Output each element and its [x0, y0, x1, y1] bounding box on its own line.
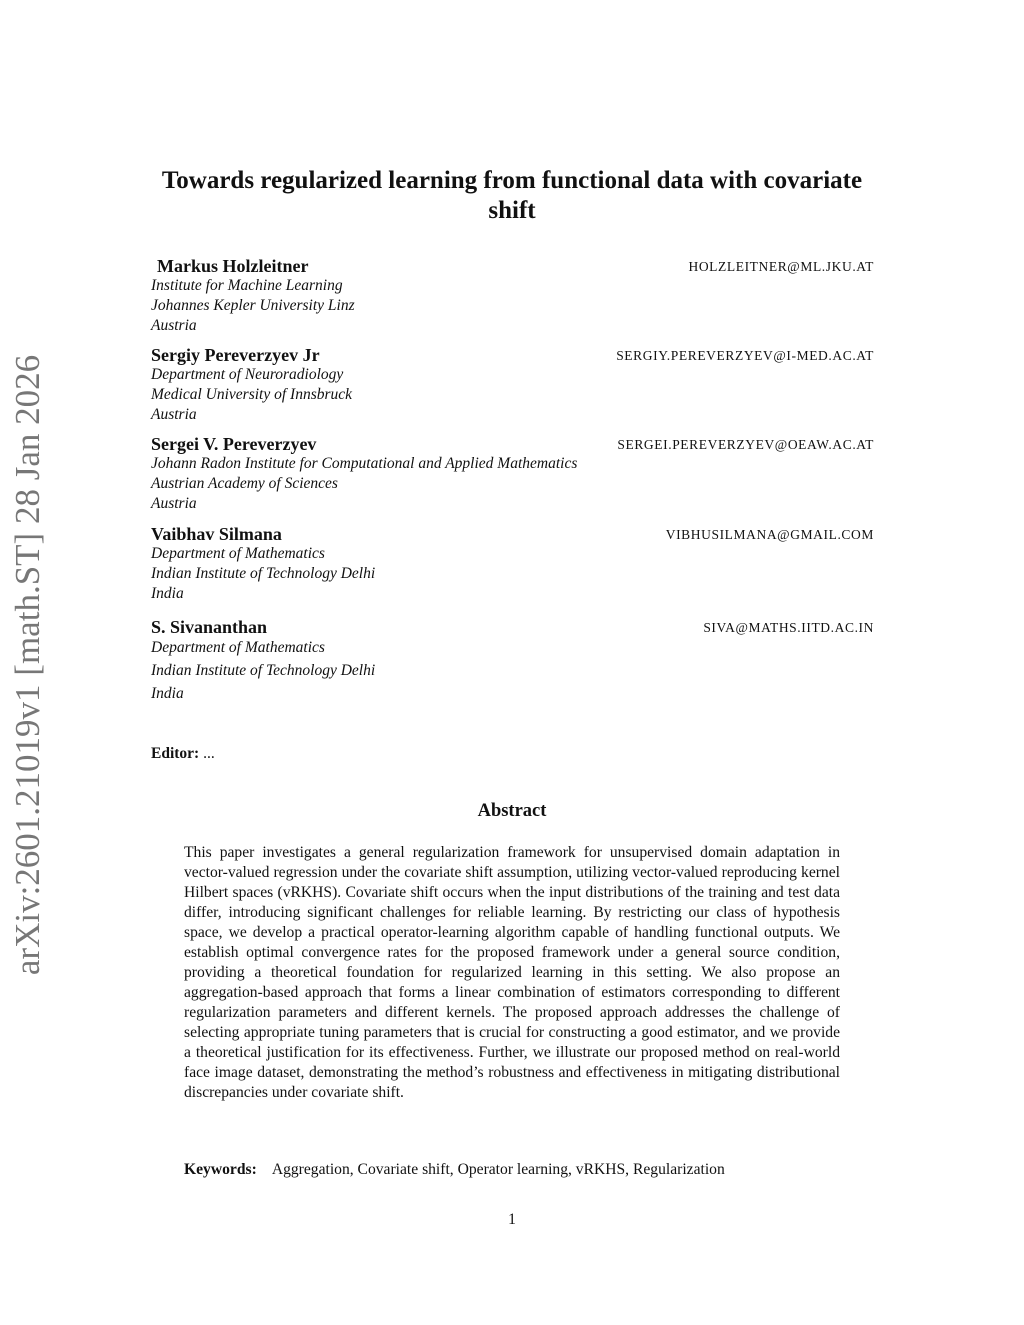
editor-value: ... [203, 745, 215, 762]
author-affiliation-line: Department of Mathematics [151, 639, 325, 656]
abstract-text: This paper investigates a general regularization framework for unsupervised domain adaptation in vector-valued regression under the covariate shift assumption, utilizing vector-valued reproducing kernel Hilbert spaces (vRKHS). Covariate shift occurs when the input distributions of the training and test data differ, introducing significant challenges for reliable learning. By restricting our class of hypothesis space, we develop a practical operator-learning algorithm capable of handling functional outputs. We establish optimal convergence rates for the proposed framework under a general source condition, providing a theoretical foundation for regularized learning in this setting. We also propose an aggregation-based approach that forms a linear combination of estimators corresponding to different regularization parameters and different kernels. The proposed approach addresses the challenge of selecting appropriate tuning parameters that is crucial for constructing a good estimator, and we provide a theoretical justification for its effectiveness. Further, we illustrate our proposed method on real-world face image dataset, demonstrating the method’s robustness and effectiveness in mitigating distributional discrepancies under covariate shift. [184, 844, 840, 1101]
keywords-line [184, 1160, 840, 1180]
author-affiliation-line: Austrian Academy of Sciences [151, 475, 338, 492]
author-affiliation-line: Austria [151, 317, 197, 334]
author-affiliation-line: Johann Radon Institute for Computational and Applied Mathematics [151, 455, 578, 472]
author-email: VIBHUSILMANA@GMAIL.COM [665, 527, 874, 542]
abstract-heading: Abstract [477, 801, 547, 821]
author-affiliation-line: Department of Neuroradiology [151, 366, 344, 383]
author-name: Sergiy Pereverzyev Jr [151, 345, 320, 365]
author-affiliation-line: Institute for Machine Learning [151, 277, 343, 294]
author-affiliation-line: Department of Mathematics [151, 545, 325, 562]
author-name: Markus Holzleitner [157, 256, 309, 276]
author-affiliation-line: Johannes Kepler University Linz [151, 297, 355, 314]
paper-title: Towards regularized learning from functional data with covariate shift [161, 167, 863, 224]
author-affiliation-line: India [151, 685, 184, 702]
author-affiliation-line: Indian Institute of Technology Delhi [151, 565, 376, 582]
author-block [151, 524, 874, 604]
author-email: SERGIY.PEREVERZYEV@I-MED.AC.AT [616, 348, 874, 363]
author-block [151, 256, 874, 336]
author-affiliation-line: India [151, 585, 184, 602]
author-block [151, 345, 874, 425]
author-affiliation-line: Austria [151, 406, 197, 423]
author-block [151, 617, 874, 705]
author-block [151, 434, 874, 514]
author-affiliation-line: Indian Institute of Technology Delhi [151, 662, 376, 679]
author-email: SIVA@MATHS.IITD.AC.IN [703, 620, 874, 635]
author-name: S. Sivananthan [151, 617, 268, 637]
author-email: SERGEI.PEREVERZYEV@OEAW.AC.AT [617, 437, 874, 452]
keywords-value: Aggregation, Covariate shift, Operator learning, vRKHS, Regularization [271, 1161, 725, 1178]
keywords-label: Keywords: [184, 1161, 257, 1178]
page-number: 1 [508, 1211, 516, 1228]
author-name: Vaibhav Silmana [151, 524, 282, 544]
author-affiliation-line: Medical University of Innsbruck [151, 386, 353, 403]
author-email: HOLZLEITNER@ML.JKU.AT [688, 259, 874, 274]
arxiv-identifier-stamp: arXiv:2601.21019v1 [math.ST] 28 Jan 2026 [8, 354, 47, 976]
author-name: Sergei V. Pereverzyev [151, 434, 317, 454]
author-affiliation-line: Austria [151, 495, 197, 512]
editor-label: Editor: [151, 745, 200, 762]
editor-line [151, 744, 215, 764]
